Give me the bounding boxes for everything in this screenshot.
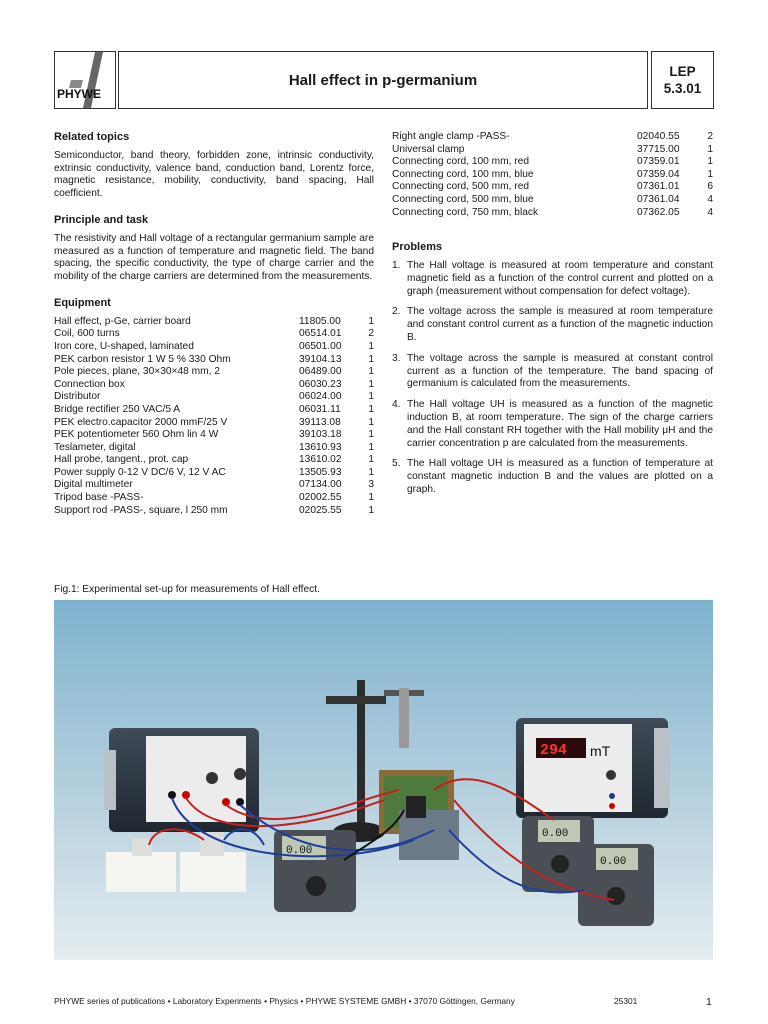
equipment-qty: 6 (707, 181, 713, 193)
problem-item (392, 306, 713, 344)
equipment-heading: Equipment (54, 296, 111, 309)
equipment-code: 07361.01 (637, 181, 680, 193)
equipment-code: 07359.04 (637, 168, 680, 180)
problem-item (392, 353, 713, 391)
right-column (392, 131, 713, 505)
multimeter-1-reading: 0.00 (286, 845, 313, 857)
multimeter-1 (274, 830, 356, 912)
problem-item (392, 260, 713, 298)
equipment-qty: 1 (368, 416, 374, 428)
figure-caption: Fig.1: Experimental set-up for measurements of Hall effect. (54, 584, 320, 595)
principle-heading: Principle and task (54, 213, 149, 226)
equipment-name: PEK electro.capacitor 2000 mmF/25 V (54, 416, 228, 428)
equipment-row (392, 144, 713, 157)
problem-number: 2. (392, 306, 401, 318)
logo-box (54, 51, 116, 109)
equipment-qty: 3 (368, 479, 374, 491)
equipment-name: Distributor (54, 391, 101, 403)
equipment-row (392, 207, 713, 220)
equipment-code: 06031.11 (299, 403, 341, 415)
equipment-name: Connecting cord, 100 mm, red (392, 156, 530, 168)
equipment-name: PEK carbon resistor 1 W 5 % 330 Ohm (54, 353, 231, 365)
related-topics-heading: Related topics (54, 131, 130, 143)
equipment-qty: 1 (368, 466, 374, 478)
equipment-row (54, 354, 374, 367)
equipment-qty: 4 (707, 193, 713, 205)
related-topics-text: Semiconductor, band theory, forbidden zone, intrinsic conductivity, extrinsic conductivity, valence band, conduction band, Lorentz force, magnetic resistance, mobility, conductivity, band spacing, Hall coefficient. (54, 149, 374, 200)
equipment-row (54, 505, 374, 518)
multimeter-3-reading: 0.00 (600, 856, 627, 868)
equipment-row (54, 454, 374, 467)
equipment-name: Power supply 0-12 V DC/6 V, 12 V AC (54, 466, 226, 478)
equipment-code: 07361.04 (637, 193, 680, 205)
left-column (54, 131, 374, 517)
equipment-name: Hall probe, tangent., prot. cap (54, 454, 189, 466)
equipment-name: PEK potentiometer 560 Ohm lin 4 W (54, 429, 219, 441)
equipment-code: 02002.55 (299, 492, 342, 504)
equipment-table (54, 316, 374, 518)
teslameter (516, 718, 670, 818)
equipment-name: Universal clamp (392, 143, 465, 155)
equipment-qty: 2 (707, 131, 713, 142)
equipment-qty: 1 (707, 156, 713, 168)
footer-text: PHYWE series of publications • Laboratory Experiments • Physics • PHYWE SYSTEME GMBH • 37070 Göttingen, Germany (54, 996, 515, 1006)
equipment-row (392, 131, 713, 144)
equipment-name: Connecting cord, 100 mm, blue (392, 168, 534, 180)
equipment-code: 39113.08 (299, 416, 341, 428)
equipment-code: 11805.00 (299, 315, 341, 327)
equipment-name: Connection box (54, 378, 125, 390)
problem-text: The Hall voltage is measured at room temperature and constant magnetic field as a function of the control current and plotted on a graph (measurement without compensation for defect voltage). (407, 259, 713, 297)
equipment-code: 37715.00 (637, 143, 680, 155)
equipment-code: 06489.00 (299, 366, 342, 378)
equipment-row (54, 379, 374, 392)
equipment-row (392, 194, 713, 207)
equipment-row (54, 341, 374, 354)
equipment-row (54, 492, 374, 505)
equipment-name: Support rod -PASS-, square, l 250 mm (54, 504, 228, 516)
equipment-code: 39104.13 (299, 353, 342, 365)
equipment-code: 06030.23 (299, 378, 342, 390)
problem-item (392, 458, 713, 496)
equipment-row (54, 366, 374, 379)
problem-text: The voltage across the sample is measured at constant control current as a function of the temperature. The band spacing of germanium is calculated from the measurements. (407, 352, 713, 390)
equipment-name: Digital multimeter (54, 479, 133, 491)
equipment-row (392, 169, 713, 182)
equipment-name: Connecting cord, 500 mm, blue (392, 193, 534, 205)
equipment-code: 06024.00 (299, 391, 342, 403)
equipment-qty: 1 (368, 378, 374, 390)
equipment-qty: 1 (368, 315, 374, 327)
multimeter-2-reading: 0.00 (542, 828, 569, 840)
equipment-row (54, 429, 374, 442)
equipment-code: 06501.00 (299, 340, 342, 352)
problem-number: 5. (392, 458, 401, 470)
equipment-code: 07359.01 (637, 156, 680, 168)
problem-number: 4. (392, 399, 401, 411)
equipment-code: 13505.93 (299, 466, 342, 478)
equipment-row (392, 181, 713, 194)
equipment-qty: 1 (368, 454, 374, 466)
equipment-qty: 1 (368, 441, 374, 453)
problem-number: 1. (392, 259, 401, 271)
power-supply (104, 728, 259, 832)
equipment-qty: 1 (368, 366, 374, 378)
equipment-name: Pole pieces, plane, 30×30×48 mm, 2 (54, 366, 220, 378)
equipment-name: Connecting cord, 500 mm, red (392, 181, 530, 193)
equipment-qty: 1 (368, 353, 374, 365)
equipment-qty: 4 (707, 206, 713, 218)
problems-heading: Problems (392, 241, 443, 254)
equipment-name: Right angle clamp -PASS- (392, 131, 510, 142)
equipment-row (54, 467, 374, 480)
equipment-qty: 1 (368, 429, 374, 441)
equipment-name: Tripod base -PASS- (54, 492, 144, 504)
footer-number: 25301 (614, 996, 638, 1006)
equipment-row (54, 417, 374, 430)
lep-label: LEP (669, 64, 696, 79)
equipment-code: 06514.01 (299, 328, 342, 340)
lep-box (651, 51, 714, 109)
equipment-code: 13610.02 (299, 454, 342, 466)
equipment-code: 02040.55 (637, 131, 680, 142)
equipment-qty: 1 (707, 143, 713, 155)
equipment-qty: 1 (368, 504, 374, 516)
equipment-row (54, 391, 374, 404)
equipment-qty: 1 (707, 168, 713, 180)
equipment-name: Bridge rectifier 250 VAC/5 A (54, 403, 181, 415)
lep-number: 5.3.01 (663, 81, 702, 96)
equipment-code: 07362.05 (637, 206, 680, 218)
equipment-name: Teslameter, digital (54, 441, 136, 453)
equipment-qty: 1 (368, 403, 374, 415)
problem-text: The Hall voltage UH is measured as a function of the magnetic induction B, at room temperature. The sign of the charge carriers and the Hall constant RH together with the Hall mobility μH and the carrier concentration p are calculated from the measurements. (407, 399, 713, 449)
equipment-name: Hall effect, p-Ge, carrier board (54, 315, 191, 327)
principle-text: The resistivity and Hall voltage of a rectangular germanium sample are measured as a function of temperature and magnetic field. The band spacing, the specific conductivity, the type of charge carrier and the mobility of the charge carriers are determined from the measurements. (54, 232, 374, 283)
equipment-row (392, 156, 713, 169)
problem-item (392, 399, 713, 450)
equipment-row (54, 442, 374, 455)
multimeter-3 (578, 844, 654, 926)
equipment-row (54, 316, 374, 329)
equipment-qty: 2 (368, 328, 374, 340)
page-title: Hall effect in p-germanium (288, 71, 478, 89)
equipment-row (54, 404, 374, 417)
teslameter-unit: mT (590, 743, 611, 759)
problems-list (392, 260, 713, 497)
equipment-row (54, 479, 374, 492)
equipment-name: Iron core, U-shaped, laminated (54, 340, 194, 352)
equipment-row (54, 328, 374, 341)
problem-text: The Hall voltage UH is measured as a function of temperature at constant magnetic induction B and the values are plotted on a graph. (407, 458, 713, 495)
equipment-qty: 1 (368, 340, 374, 352)
equipment-name: Connecting cord, 750 mm, black (392, 206, 539, 218)
problem-text: The voltage across the sample is measured at room temperature and constant control current as a function of the magnetic induction B. (407, 306, 713, 343)
phywe-logo (55, 52, 115, 108)
equipment-code: 13610.93 (299, 441, 342, 453)
page-number: 1 (706, 996, 712, 1008)
equipment-name: Coil, 600 turns (54, 328, 120, 340)
equipment-qty: 1 (368, 492, 374, 504)
teslameter-reading: 294 (540, 742, 568, 759)
equipment-table-continued (392, 131, 713, 219)
title-box (118, 51, 648, 109)
problem-number: 3. (392, 352, 401, 364)
equipment-code: 39103.18 (299, 429, 342, 441)
equipment-code: 07134.00 (299, 479, 342, 491)
equipment-qty: 1 (368, 391, 374, 403)
setup-photo (54, 600, 713, 960)
equipment-code: 02025.55 (299, 504, 342, 516)
logo-text: PHYWE (57, 87, 102, 101)
